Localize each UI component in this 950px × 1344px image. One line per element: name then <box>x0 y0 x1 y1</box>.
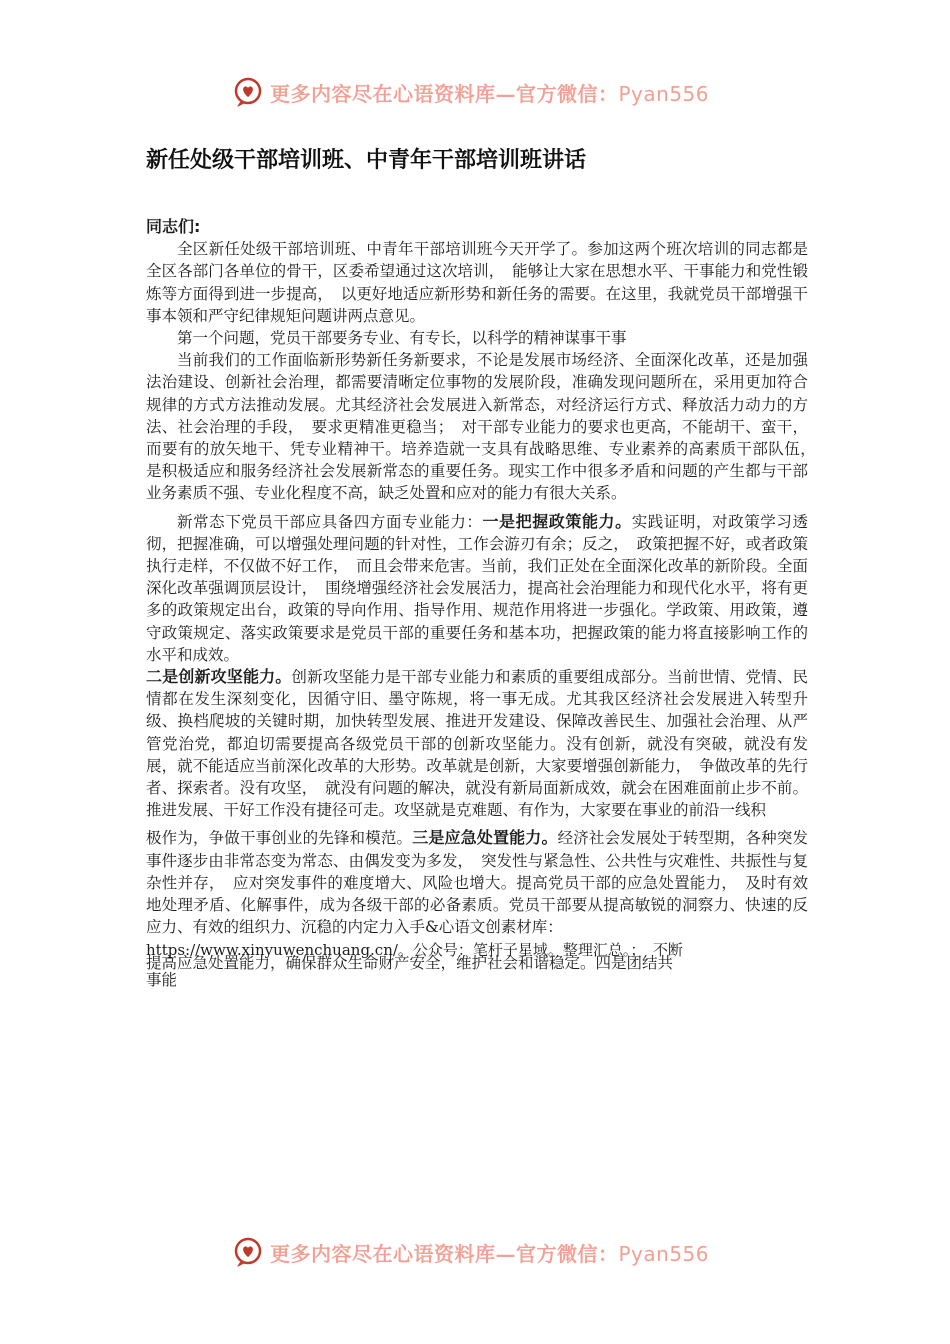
paragraph-innovation-ability <box>146 666 808 821</box>
bold-heading-policy: 一是把握政策能力。 <box>482 511 632 531</box>
speech-bubble-heart-logo-icon <box>232 76 264 108</box>
text-run: 实践证明，对政策学习透彻，把握准确，可以增强处理问题的针对性，工作会游刃有余；反之， 政策把握不好，或者政策执行走样，不仅做不好工作， 而且会带来危害。当前，我们正处在全面深化改革的新阶段。全面深化改革强调顶层设计， 围绕增强经济社会发展活力，提高社会治理能力和现代化水平，将有更多的政策规定出台，政策的导向作用、指导作用、规范作用将进一步强化。学政策、用政策，遵守政策规定、落实政策要求是党员干部的重要任务和基本功，把握政策的能力将直接影响工作的水平和成效。 <box>146 512 808 664</box>
bold-heading-innovation: 二是创新攻坚能力。 <box>146 667 292 687</box>
paragraph-context: 当前我们的工作面临新形势新任务新要求，不论是发展市场经济、全面深化改革，还是加强法治建设、创新社会治理，都需要清晰定位事物的发展阶段，准确发现问题所在，采用更加符合规律的方式方法推动发展。尤其经济社会发展进入新常态，对经济运行方式、释放活力动力的方法、社会治理的手段， 要求更精准更稳当； 对干部专业能力的要求也更高，不能胡干、蛮干，而要有的放矢地干、凭专业精神干。培养造就一支具有战略思维、专业素养的高素质干部队伍， 是积极适应和服务经济社会发展新常态的重要任务。现实工作中很多矛盾和问题的产生都与干部业务素质不强、专业化程度不高，缺乏处置和应对的能力有很大关系。 <box>146 351 824 503</box>
text-run: 极作为，争做干事创业的先锋和模范。 <box>146 829 413 848</box>
text-run: 新常态下党员干部应具备四方面专业能力： <box>177 512 483 531</box>
text-run: 经济社会发展处于转型期，各种突发事件逐步由非常态变为常态、由偶发变为多发， 突发性与紧急性、公共性与灾难性、共振性与复杂性并存， 应对突发事件的难度增大、风险也增大。提高党员干部的应急处置能力， 及时有效地处理矛盾、化解事件，成为各级干部的必备素质。党员干部要从提高敏锐的洞察力、快速的反应力、有效的组织力、沉稳的内定力入手&心语文创素材库： <box>146 829 808 937</box>
wechat-id: Pyan556 <box>618 81 710 106</box>
watermark-text: 更多内容尽在心语资料库—官方微信：Pyan556 <box>270 81 710 106</box>
overlap-line-text: 提高应急处置能力，确保群众生命财产安全，维护社会和谐稳定。四是团结共 <box>146 953 674 972</box>
overlap-line-url: https://www.xinyuwenchuang.cn/。公众号：笔杆子星域。整理汇总。； 不断 <box>146 940 683 959</box>
wechat-id: Pyan556 <box>618 1241 710 1266</box>
bold-heading-emergency: 三是应急处置能力。 <box>412 828 558 848</box>
paragraph-intro: 全区新任处级干部培训班、中青年干部培训班今天开学了。参加这两个班次培训的同志都是全区各部门各单位的骨干，区委希望通过这次培训， 能够让大家在思想水平、干事能力和党性锻炼等方面得到进一步提高， 以更好地适应新形势和新任务的需要。在这里，我就党员干部增强干事本领和严守纪律规矩问题讲两点意见。 <box>146 240 808 325</box>
greeting: 同志们: <box>146 217 201 236</box>
paragraph-section-heading: 第一个问题，党员干部要务专业、有专长，以科学的精神谋事干事 <box>177 329 627 348</box>
watermark-footer <box>232 1235 752 1269</box>
watermark-text: 更多内容尽在心语资料库—官方微信：Pyan556 <box>270 1241 710 1266</box>
paragraph-emergency-ability <box>146 827 808 938</box>
page-title: 新任处级干部培训班、中青年干部培训班讲话 <box>146 148 587 173</box>
overlapping-text-block <box>146 939 808 989</box>
paragraph-policy-ability <box>146 511 808 666</box>
overlap-line-end: 事能 <box>146 970 178 989</box>
document-body <box>146 216 824 989</box>
watermark-header <box>232 75 752 109</box>
speech-bubble-heart-logo-icon <box>232 1236 264 1268</box>
text-run: 创新攻坚能力是干部专业能力和素质的重要组成部分。当前世情、党情、民情都在发生深刻变化，因循守旧、墨守陈规，将一事无成。尤其我区经济社会发展进入转型升级、换档爬坡的关键时期，加快转型发展、推进开发建设、保障改善民生、加强社会治理、从严管党治党，都迫切需要提高各级党员干部的创新攻坚能力。没有创新，就没有突破，就没有发展，就不能适应当前深化改革的大形势。改革就是创新，大家要增强创新能力， 争做改革的先行者、探索者。没有攻坚， 就没有问题的解决，就没有新局面新成效，就会在困难面前止步不前。推进发展、干好工作没有捷径可走。攻坚就是克难题、有作为，大家要在事业的前沿一线积 <box>146 668 808 820</box>
